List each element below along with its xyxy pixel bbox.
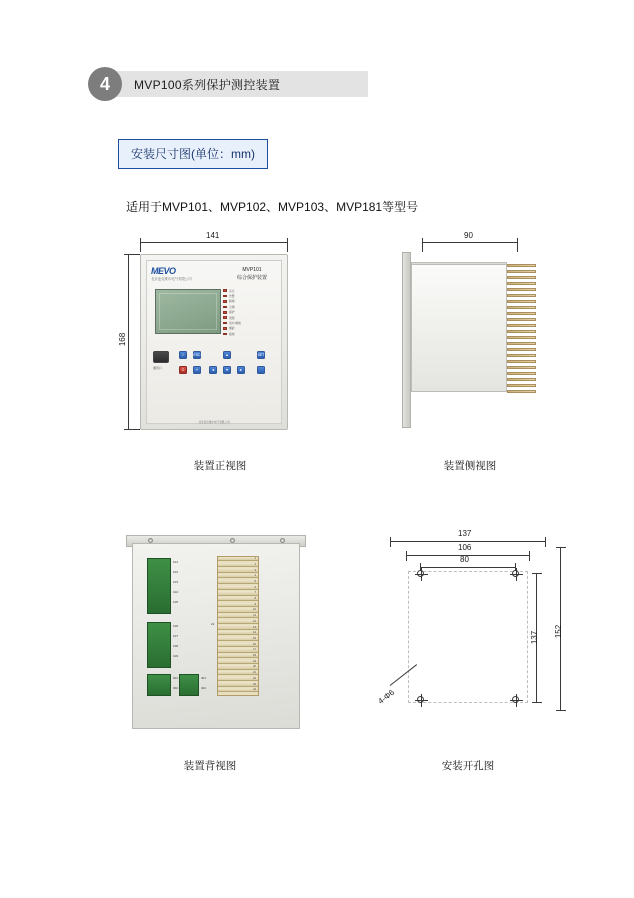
dim-text-width: 141: [206, 231, 220, 240]
figure-side-view: [380, 232, 570, 442]
led-label: 保护: [229, 310, 235, 315]
device-front-panel: [140, 254, 288, 430]
terminal-number: 109: [173, 654, 179, 658]
terminal-row: 4: [218, 574, 258, 578]
terminal-pin: [507, 264, 536, 267]
dim-line-depth: [422, 242, 518, 243]
terminal-row: 23: [218, 682, 258, 686]
dim-tick: [390, 537, 391, 547]
dim-tick: [406, 551, 407, 561]
dim-line-inner-width: [420, 567, 516, 568]
led-lamp-icon: [223, 316, 227, 319]
dim-text-inner-width: 80: [460, 555, 469, 564]
terminal-row: 24: [218, 688, 258, 692]
button-left[interactable]: ◄: [209, 366, 217, 374]
device-model-line2: 综合保护装置: [236, 274, 267, 281]
terminal-pin: [507, 342, 536, 345]
hole-note-text: 4-Φ6: [376, 687, 397, 706]
terminal-number: 105: [173, 600, 179, 604]
terminal-pin: [507, 336, 536, 339]
terminal-pin: [507, 306, 536, 309]
dim-tick-right: [517, 238, 518, 252]
terminal-group-number: 21: [211, 622, 215, 626]
led-label: 告警: [229, 294, 235, 299]
terminal-pin: [507, 276, 536, 279]
led-row: [223, 331, 273, 336]
terminal-row: 18: [218, 654, 258, 658]
dim-tick: [532, 573, 542, 574]
applies-to-text: 适用于MVP101、MVP102、MVP103、MVP181等型号: [126, 200, 419, 214]
led-label: 闭锁: [229, 315, 235, 320]
led-label: 合闸: [229, 304, 235, 309]
terminal-row: 13: [218, 625, 258, 629]
figure-cutout: [360, 525, 590, 750]
terminal-pin: [507, 324, 536, 327]
section-label: 安装尺寸图(单位：mm): [118, 139, 268, 169]
brand-subtext: 北京麦克维尔电气有限公司: [151, 277, 192, 281]
terminal-number: 107: [173, 634, 179, 638]
dim-text-outer-width: 137: [458, 529, 472, 538]
terminal-row: 15: [218, 637, 258, 641]
dim-tick: [556, 710, 566, 711]
led-label: 运行: [229, 288, 235, 293]
button-up[interactable]: ▲: [223, 351, 231, 359]
led-indicator-column: [223, 288, 273, 337]
button-i[interactable]: I: [179, 351, 187, 359]
terminal-row: 14: [218, 631, 258, 635]
button-enter[interactable]: ↵: [193, 366, 201, 374]
lcd-display: [155, 289, 221, 334]
terminal-number: 102: [173, 570, 179, 574]
led-lamp-icon: [223, 306, 227, 309]
dim-text-height: 168: [118, 332, 128, 347]
panel-cutout-outline: [408, 571, 528, 703]
terminal-pin: [507, 378, 536, 381]
device-front-bezel-edge: [402, 252, 411, 428]
terminal-row: 1: [218, 557, 258, 561]
black-panel-button[interactable]: [153, 351, 169, 363]
terminal-row: 10: [218, 608, 258, 612]
terminal-number: 401: [201, 676, 207, 680]
terminal-number: 106: [173, 624, 179, 628]
dim-tick: [545, 537, 546, 547]
dim-line-width: [140, 242, 288, 243]
terminal-row: 11: [218, 614, 258, 618]
terminal-pin: [507, 294, 536, 297]
caption-rear-view: 装置背视图: [183, 760, 237, 772]
mounting-hole-icon: [417, 696, 424, 703]
terminal-row: 5: [218, 580, 258, 584]
dim-text-outer-height: 152: [554, 624, 564, 639]
button-set[interactable]: SET: [257, 353, 265, 357]
section-badge: 4: [88, 67, 122, 101]
dim-text-depth: 90: [464, 231, 473, 240]
terminal-number: 101: [173, 560, 179, 564]
rear-terminal-strip: [217, 556, 259, 696]
figure-rear-view: [110, 525, 330, 750]
rear-terminal-pins: [507, 262, 537, 396]
terminal-row: 2: [218, 563, 258, 567]
device-footer-text: 北京麦克维尔电气有限公司: [198, 421, 230, 424]
green-terminal-block-mid: [147, 622, 171, 668]
terminal-row: 16: [218, 643, 258, 647]
terminal-pin: [507, 354, 536, 357]
dim-tick: [529, 551, 530, 561]
dim-tick-bottom: [124, 429, 140, 430]
device-model: [237, 267, 267, 282]
terminal-row: 19: [218, 660, 258, 664]
brand-logo: MEVO: [151, 266, 176, 276]
terminal-row: 12: [218, 620, 258, 624]
led-lamp-icon: [223, 289, 227, 292]
green-terminal-block-upper: [147, 558, 171, 614]
button-aux[interactable]: [257, 366, 265, 374]
led-label: 储能: [229, 326, 235, 331]
dim-tick-left: [140, 238, 141, 252]
terminal-pin: [507, 390, 536, 393]
terminal-number: 103: [173, 580, 179, 584]
dim-tick-left: [422, 238, 423, 252]
dim-tick: [556, 547, 566, 548]
dim-tick-top: [124, 254, 140, 255]
button-down[interactable]: ▼: [223, 366, 231, 374]
terminal-number: 302: [173, 686, 179, 690]
dim-text-inner-height: 137: [530, 630, 540, 645]
led-lamp-icon: [223, 300, 227, 303]
terminal-number: 104: [173, 590, 179, 594]
led-lamp-icon: [223, 327, 227, 330]
led-lamp-icon: [223, 311, 227, 314]
led-label: 远方/就地: [229, 321, 241, 326]
terminal-number: 402: [201, 686, 207, 690]
figure-front-view: [120, 232, 320, 442]
terminal-row: 8: [218, 597, 258, 601]
terminal-row: 7: [218, 591, 258, 595]
terminal-pin: [507, 372, 536, 375]
terminal-row: 9: [218, 603, 258, 607]
caption-side-view: 装置侧视图: [443, 460, 497, 472]
mounting-hole-icon: [417, 570, 424, 577]
page-title: MVP100系列保护测控装置: [134, 77, 281, 92]
terminal-row: 6: [218, 586, 258, 590]
terminal-pin: [507, 366, 536, 369]
terminal-pin: [507, 348, 536, 351]
terminal-row: 3: [218, 568, 258, 572]
button-esc[interactable]: ESC: [193, 353, 201, 357]
terminal-number: 301: [173, 676, 179, 680]
dim-text-mid-width: 106: [458, 543, 472, 552]
terminal-row: 22: [218, 677, 258, 681]
header-bar: [112, 71, 368, 97]
terminal-pin: [507, 360, 536, 363]
green-terminal-block-aux: [179, 674, 199, 696]
device-model-line1: MVP101: [242, 267, 262, 273]
rear-housing: [132, 543, 300, 729]
led-lamp-icon: [223, 322, 227, 325]
led-label: 接地: [229, 331, 235, 336]
button-o[interactable]: O: [179, 366, 187, 374]
device-keypad: [151, 347, 277, 405]
led-lamp-icon: [223, 333, 227, 336]
caption-cutout: 安装开孔图: [441, 760, 495, 772]
terminal-row: 20: [218, 665, 258, 669]
terminal-pin: [507, 300, 536, 303]
mounting-hole-icon: [512, 570, 519, 577]
dim-tick-right: [287, 238, 288, 252]
terminal-pin: [507, 384, 536, 387]
green-terminal-block-lower: [147, 674, 171, 696]
caption-front-view: 装置正视图: [193, 460, 247, 472]
port-label: 通讯口: [153, 366, 163, 370]
button-right[interactable]: ►: [237, 366, 245, 374]
terminal-number: 108: [173, 644, 179, 648]
terminal-pin: [507, 282, 536, 285]
page-header: [88, 67, 368, 101]
dim-line-height: [128, 254, 129, 430]
dim-line-outer-width: [390, 541, 546, 542]
terminal-row: 17: [218, 648, 258, 652]
led-lamp-icon: [223, 295, 227, 298]
terminal-pin: [507, 318, 536, 321]
dim-tick: [532, 702, 542, 703]
terminal-pin: [507, 330, 536, 333]
terminal-row: 21: [218, 671, 258, 675]
terminal-pin: [507, 312, 536, 315]
mounting-hole-icon: [512, 696, 519, 703]
device-case-side: [411, 264, 507, 392]
led-label: 跳闸: [229, 299, 235, 304]
terminal-pin: [507, 288, 536, 291]
terminal-pin: [507, 270, 536, 273]
